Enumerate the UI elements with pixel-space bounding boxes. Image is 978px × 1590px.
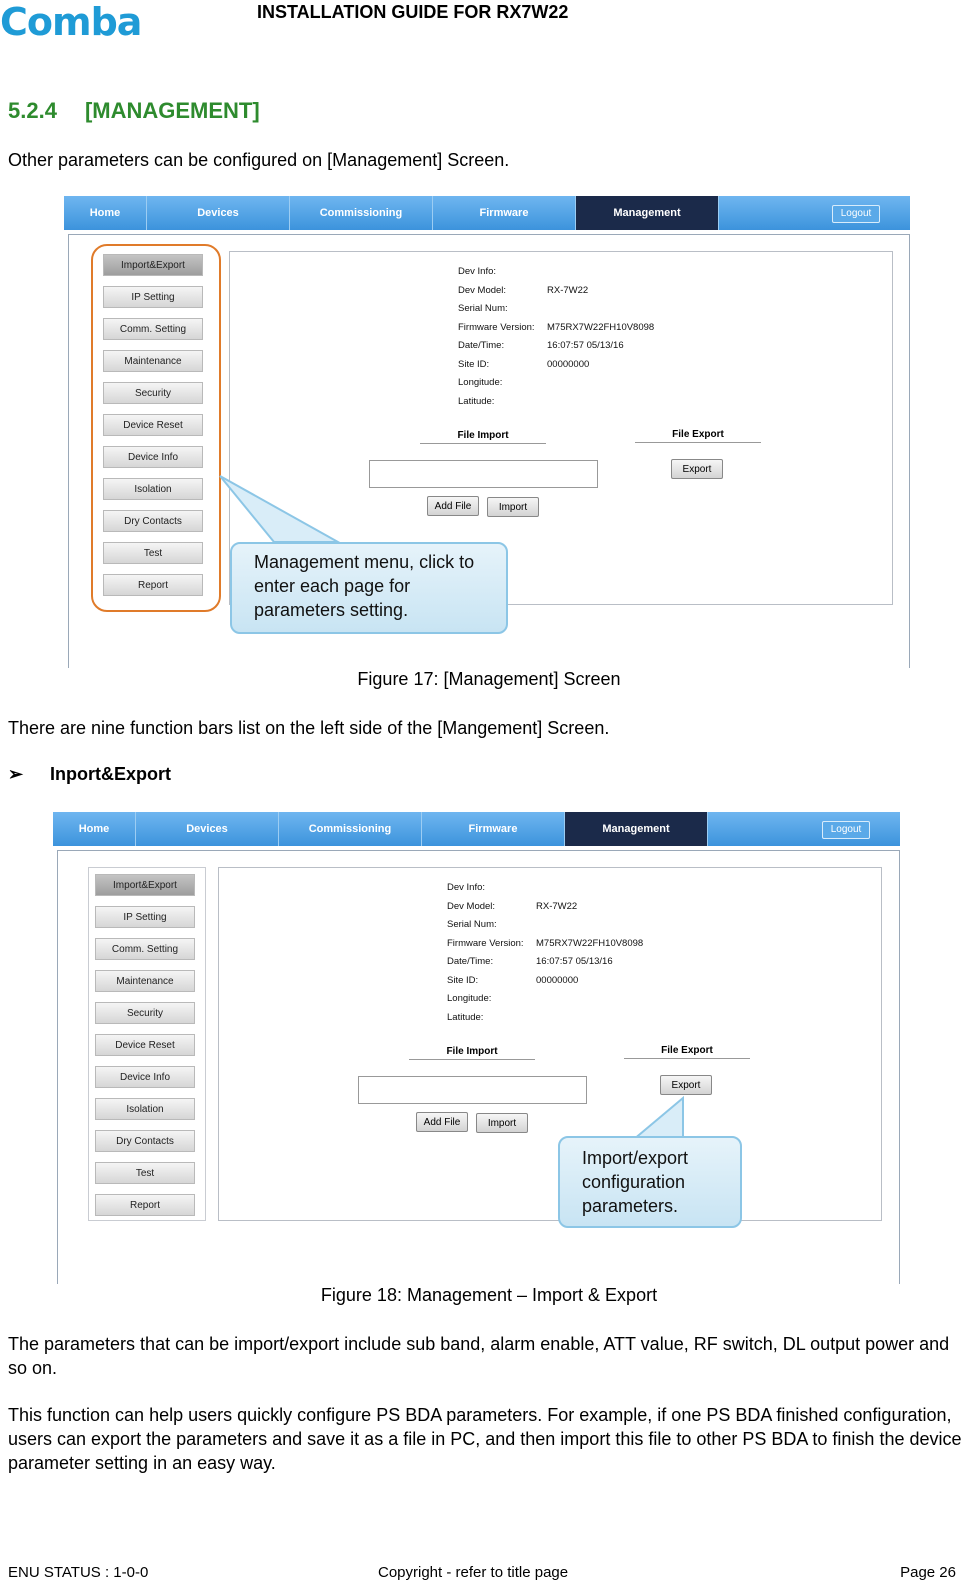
figure-18-caption: Figure 18: Management – Import & Export [320, 1285, 658, 1305]
menu-security[interactable]: Security [103, 382, 203, 404]
parameters-paragraph: The parameters that can be import/export include sub band, alarm enable, ATT value, RF switch, DL output power and so on. [8, 1334, 950, 1378]
menu-maintenance[interactable]: Maintenance [95, 970, 195, 992]
menu-security[interactable]: Security [95, 1002, 195, 1024]
menu-device-reset[interactable]: Device Reset [95, 1034, 195, 1056]
menu-report[interactable]: Report [103, 574, 203, 596]
menu-isolation[interactable]: Isolation [95, 1098, 195, 1120]
tab-commissioning[interactable]: Commissioning [290, 196, 433, 230]
menu-ip-setting[interactable]: IP Setting [95, 906, 195, 928]
tab-management[interactable]: Management [565, 812, 708, 846]
info-key: Latitude: [458, 395, 495, 407]
import-button[interactable]: Import [487, 497, 539, 517]
menu-comm-setting[interactable]: Comm. Setting [95, 938, 195, 960]
import-button[interactable]: Import [476, 1113, 528, 1133]
menu-dry-contacts[interactable]: Dry Contacts [95, 1130, 195, 1152]
function-paragraph: This function can help users quickly configure PS BDA parameters. For example, if one PS BDA finished configuration, users can export the parameters and save it as a file in PC, and then import this file to other PS BDA to finish the device parameter setting in an easy way. [8, 1405, 962, 1473]
logout-button[interactable]: Logout [822, 821, 870, 839]
info-key: Site ID: [447, 974, 479, 986]
info-key: Dev Model: [458, 284, 507, 296]
management-menu-callout: Management menu, click to enter each page for parameters setting. [230, 542, 508, 634]
device-info [447, 882, 643, 1030]
info-value: 16:07:57 05/13/16 [536, 956, 613, 967]
tab-firmware[interactable]: Firmware [433, 196, 576, 230]
info-key: Longitude: [458, 377, 503, 388]
file-path-input[interactable] [369, 460, 598, 488]
menu-test[interactable]: Test [103, 542, 203, 564]
info-row [447, 919, 643, 938]
info-row [447, 975, 643, 994]
figure-17-caption: Figure 17: [Management] Screen [357, 669, 621, 689]
section-number: 5.2.4 [8, 98, 57, 123]
info-key: Date/Time: [447, 956, 494, 967]
info-key: Serial Num: [458, 303, 508, 314]
info-key: Site ID: [458, 358, 490, 370]
menu-maintenance[interactable]: Maintenance [103, 350, 203, 372]
info-key: Latitude: [447, 1011, 484, 1023]
comba-logo: Comba [0, 0, 142, 44]
file-export-heading: File Export [624, 1045, 750, 1059]
tab-devices[interactable]: Devices [147, 196, 290, 230]
info-key: Serial Num: [447, 919, 497, 930]
info-row [458, 377, 654, 396]
menu-import-export[interactable]: Import&Export [95, 874, 195, 896]
info-row [458, 340, 654, 359]
add-file-button[interactable]: Add File [427, 496, 479, 516]
info-key: Longitude: [447, 993, 492, 1004]
info-value: M75RX7W22FH10V8098 [536, 937, 644, 949]
nine-function-bars-paragraph: There are nine function bars list on the left side of the [Mangement] Screen. [8, 718, 610, 738]
add-file-button[interactable]: Add File [416, 1112, 468, 1132]
info-row [447, 993, 643, 1012]
info-row [447, 956, 643, 975]
import-export-callout: Import/export configuration parameters. [558, 1136, 742, 1228]
top-nav [64, 196, 910, 230]
dev-info-heading: Dev Info: [458, 266, 497, 277]
info-row [447, 938, 643, 957]
content-area [218, 867, 882, 1221]
nav-spacer [719, 196, 910, 230]
tab-management[interactable]: Management [576, 196, 719, 230]
management-panel [57, 850, 900, 1284]
tab-devices[interactable]: Devices [136, 812, 279, 846]
footer-status: ENU STATUS : 1-0-0 [8, 1564, 149, 1581]
export-button[interactable]: Export [660, 1075, 712, 1095]
logout-button[interactable]: Logout [832, 205, 880, 223]
export-button[interactable]: Export [671, 459, 723, 479]
info-row [458, 322, 654, 341]
top-nav [53, 812, 900, 846]
info-row [458, 303, 654, 322]
tab-firmware[interactable]: Firmware [422, 812, 565, 846]
intro-paragraph: Other parameters can be configured on [Management] Screen. [8, 150, 510, 170]
menu-report[interactable]: Report [95, 1194, 195, 1216]
file-import-heading: File Import [409, 1046, 535, 1060]
device-info [458, 266, 654, 414]
info-value: 00000000 [547, 358, 590, 370]
info-value: 00000000 [536, 974, 579, 986]
tab-commissioning[interactable]: Commissioning [279, 812, 422, 846]
menu-device-info[interactable]: Device Info [95, 1066, 195, 1088]
file-path-input[interactable] [358, 1076, 587, 1104]
info-row [458, 359, 654, 378]
menu-comm-setting[interactable]: Comm. Setting [103, 318, 203, 340]
footer-page-number: Page 26 [900, 1564, 956, 1581]
footer-copyright: Copyright - refer to title page [378, 1564, 569, 1581]
tab-home[interactable]: Home [64, 196, 147, 230]
info-value: RX-7W22 [536, 900, 578, 912]
info-value: RX-7W22 [547, 284, 589, 296]
bullet-inport-export [8, 764, 171, 785]
document-title: INSTALLATION GUIDE FOR RX7W22 [257, 2, 569, 22]
menu-test[interactable]: Test [95, 1162, 195, 1184]
info-row [458, 285, 654, 304]
menu-ip-setting[interactable]: IP Setting [103, 286, 203, 308]
info-row [447, 901, 643, 920]
menu-import-export[interactable]: Import&Export [103, 254, 203, 276]
info-key: Firmware Version: [458, 321, 535, 333]
file-export-heading: File Export [635, 429, 761, 443]
management-screenshot-2 [53, 812, 900, 1284]
info-value: M75RX7W22FH10V8098 [547, 321, 655, 333]
tab-home[interactable]: Home [53, 812, 136, 846]
dev-info-heading: Dev Info: [447, 882, 486, 893]
menu-isolation[interactable]: Isolation [103, 478, 203, 500]
info-key: Date/Time: [458, 340, 505, 351]
bullet-arrow-icon: ➢ [8, 764, 24, 784]
management-screenshot-1 [64, 196, 910, 668]
menu-highlight-ring [91, 244, 221, 612]
info-row [458, 396, 654, 415]
file-import-heading: File Import [420, 430, 546, 444]
management-menu [88, 867, 206, 1221]
menu-device-reset[interactable]: Device Reset [103, 414, 203, 436]
callout-tail-1 [214, 472, 344, 552]
section-title: [MANAGEMENT] [84, 98, 260, 123]
nav-spacer [708, 812, 900, 846]
menu-device-info[interactable]: Device Info [103, 446, 203, 468]
info-row [447, 1012, 643, 1031]
info-value: 16:07:57 05/13/16 [547, 340, 624, 351]
bullet-label: Inport&Export [50, 764, 171, 784]
info-key: Dev Model: [447, 900, 496, 912]
info-key: Firmware Version: [447, 937, 524, 949]
menu-dry-contacts[interactable]: Dry Contacts [103, 510, 203, 532]
section-heading [8, 98, 260, 124]
